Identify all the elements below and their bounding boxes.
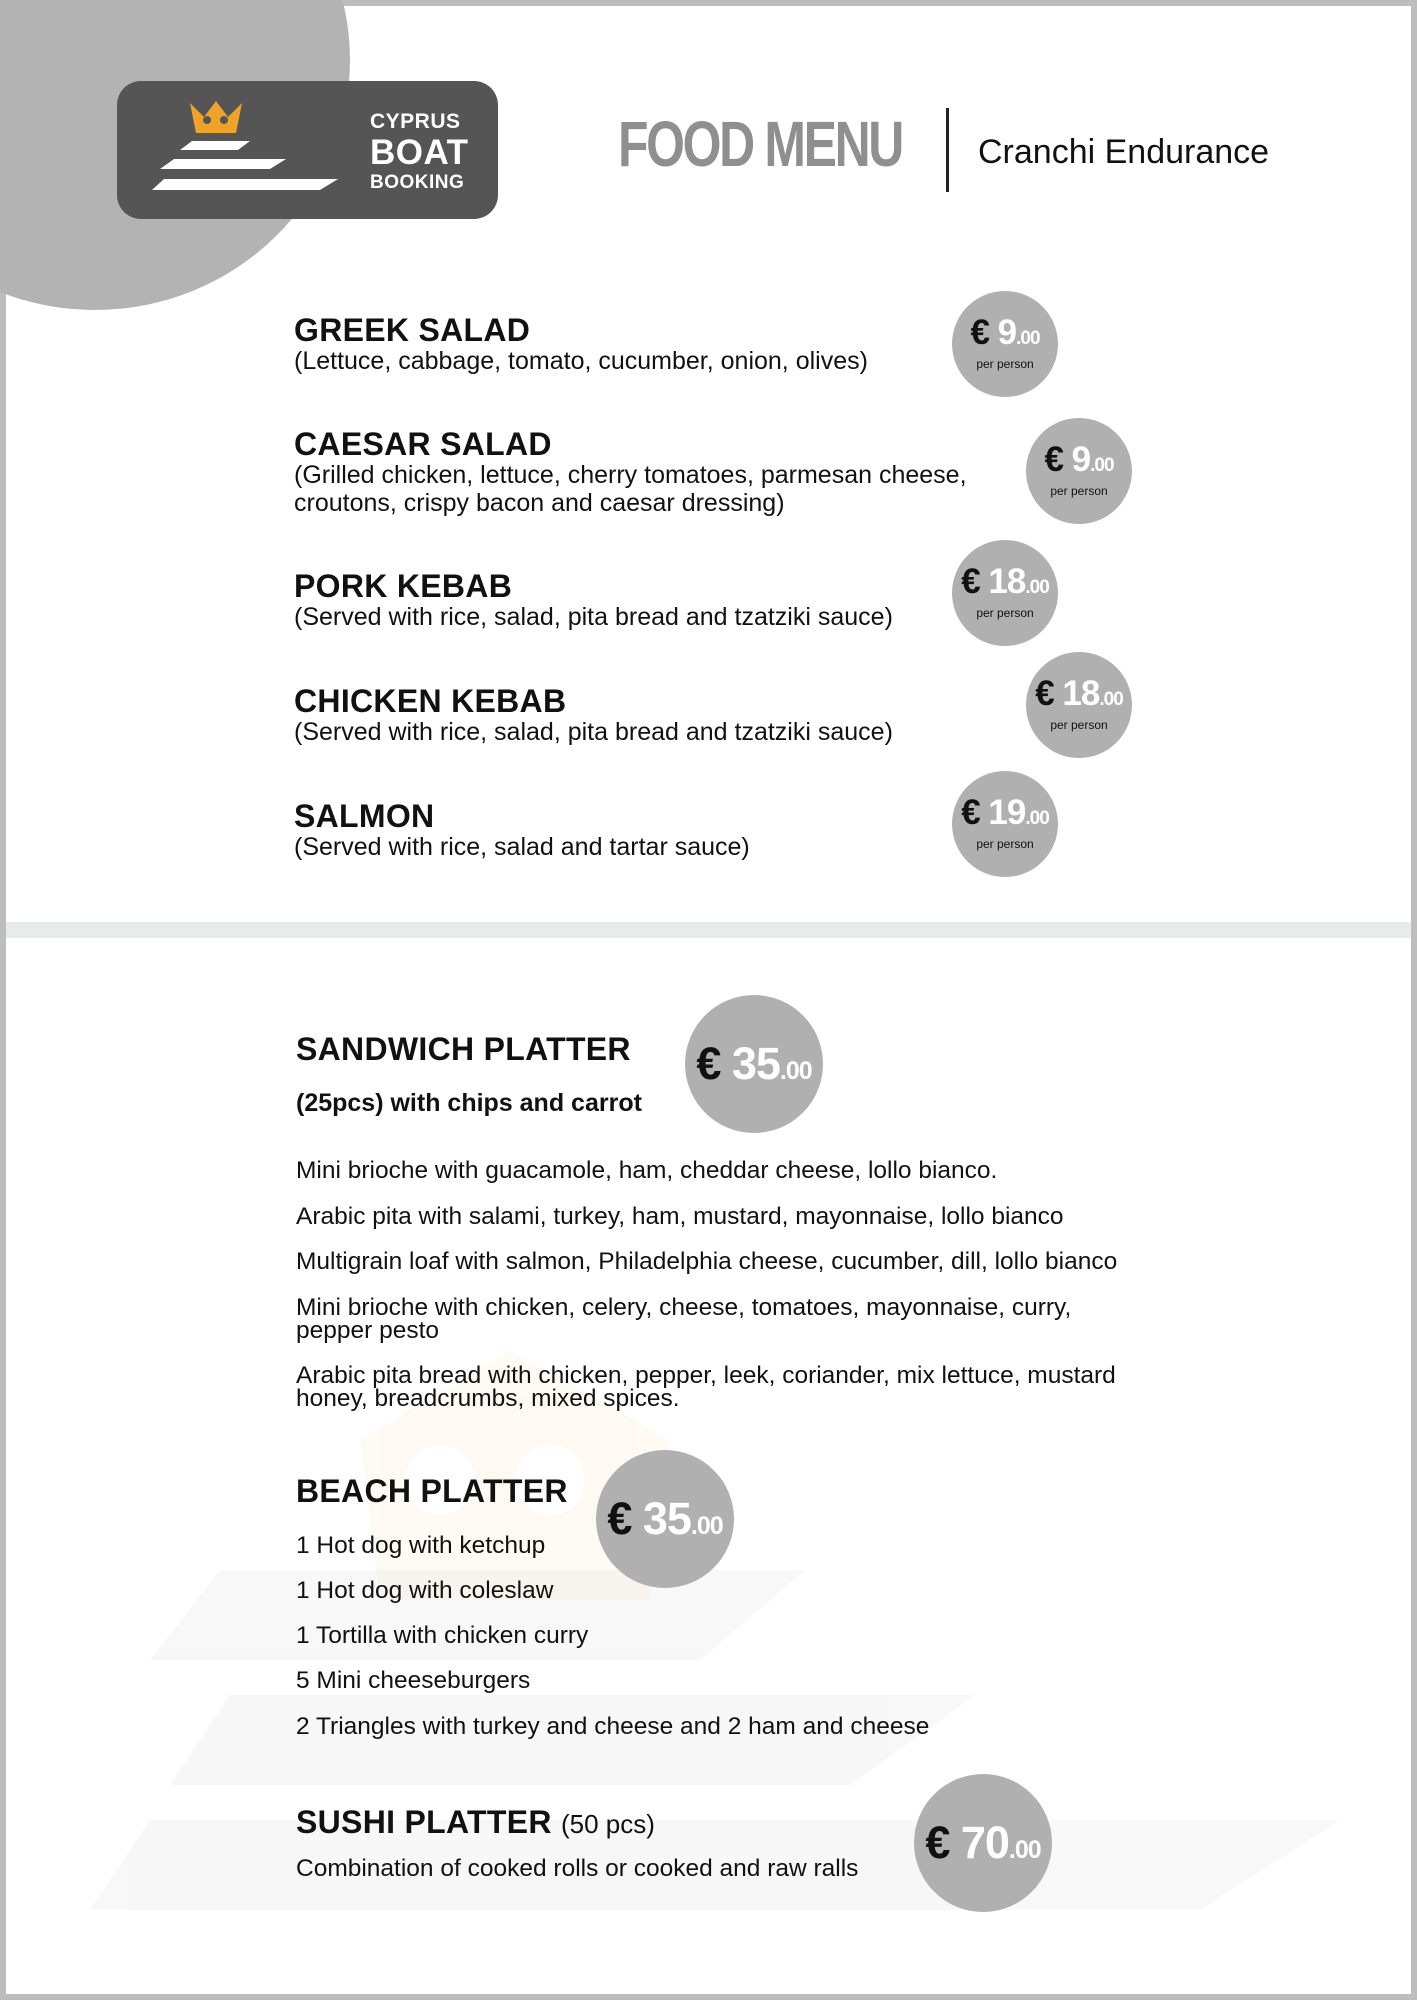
brand-line-1: CYPRUS: [370, 110, 461, 133]
item-description-line: croutons, crispy bacon and caesar dressing): [294, 489, 785, 517]
sandwich-line: Arabic pita bread with chicken, pepper, leek, coriander, mix lettuce, mustard: [296, 1362, 1116, 1389]
currency-symbol: €: [961, 793, 980, 832]
price-badge: [1026, 418, 1132, 524]
sandwich-line: pepper pesto: [296, 1317, 440, 1344]
item-description: [294, 461, 967, 517]
price-amount: 35: [642, 1493, 691, 1544]
sandwich-line: honey, breadcrumbs, mixed spices.: [296, 1385, 680, 1412]
price-cents: .00: [1090, 455, 1114, 476]
price-unit: per person: [1050, 718, 1108, 732]
price-amount: 70: [960, 1817, 1009, 1868]
price-amount: 19: [988, 793, 1026, 832]
price-unit: per person: [976, 837, 1034, 851]
sushi-platter-count: (50 pcs): [560, 1809, 655, 1839]
title-separator: [946, 108, 949, 192]
brand-logo[interactable]: [117, 81, 498, 219]
crown-icon: [187, 99, 245, 135]
sandwich-price-badge: [685, 995, 823, 1133]
price-badge: [1026, 652, 1132, 758]
price-badge: [952, 291, 1058, 397]
price-cents: .00: [1099, 689, 1123, 710]
sandwich-line: Mini brioche with guacamole, ham, cheddar cheese, lollo bianco.: [296, 1157, 998, 1184]
item-description: (Lettuce, cabbage, tomato, cucumber, onion, olives): [294, 347, 868, 375]
sushi-platter-name: SUSHI PLATTER: [296, 1804, 552, 1840]
section-divider: [6, 922, 1411, 938]
item-name: GREEK SALAD: [294, 312, 531, 348]
beach-line: 2 Triangles with turkey and cheese and 2 ham and cheese: [296, 1713, 930, 1740]
menu-item-greek-salad: [294, 314, 868, 375]
boat-name: Cranchi Endurance: [978, 133, 1270, 171]
item-description: (Served with rice, salad, pita bread and tzatziki sauce): [294, 718, 893, 746]
price-amount: 9: [1071, 440, 1091, 479]
currency-symbol: €: [607, 1493, 632, 1544]
price-cents: .00: [690, 1512, 723, 1540]
item-name: SALMON: [294, 798, 435, 834]
price-cents: .00: [1008, 1836, 1041, 1864]
price-amount: 18: [988, 562, 1026, 601]
boat-logo-watermark: [90, 1310, 1350, 1920]
price-cents: .00: [779, 1057, 812, 1085]
beach-price-badge: [596, 1450, 734, 1588]
beach-line: 1 Hot dog with ketchup: [296, 1532, 546, 1559]
currency-symbol: €: [1035, 674, 1054, 713]
currency-symbol: €: [925, 1817, 950, 1868]
beach-line: 5 Mini cheeseburgers: [296, 1667, 531, 1694]
brand-line-2: BOAT: [370, 133, 469, 172]
menu-item-pork-kebab: [294, 570, 893, 631]
sandwich-platter-subtitle: (25pcs) with chips and carrot: [296, 1089, 642, 1117]
menu-item-salmon: [294, 800, 750, 861]
item-description: (Served with rice, salad and tartar sauce): [294, 833, 750, 861]
sushi-platter-title: [296, 1806, 655, 1838]
price-cents: .00: [1016, 328, 1040, 349]
item-description-line: (Grilled chicken, lettuce, cherry tomatoes, parmesan cheese,: [294, 461, 967, 489]
beach-line: 1 Hot dog with coleslaw: [296, 1577, 554, 1604]
sushi-platter-description: Combination of cooked rolls or cooked and raw ralls: [296, 1855, 859, 1882]
currency-symbol: €: [970, 313, 989, 352]
currency-symbol: €: [1044, 440, 1063, 479]
menu-item-chicken-kebab: [294, 685, 893, 746]
price-amount: 9: [997, 313, 1017, 352]
sandwich-platter-title: SANDWICH PLATTER: [296, 1031, 631, 1067]
beach-platter-title: BEACH PLATTER: [296, 1473, 568, 1509]
price-unit: per person: [1050, 484, 1108, 498]
price-badge: [952, 771, 1058, 877]
menu-item-caesar-salad: [294, 428, 967, 517]
sandwich-line: Multigrain loaf with salmon, Philadelphia cheese, cucumber, dill, lollo bianco: [296, 1248, 1118, 1275]
price-amount: 18: [1062, 674, 1100, 713]
currency-symbol: €: [961, 562, 980, 601]
item-name: PORK KEBAB: [294, 568, 513, 604]
sandwich-line: Arabic pita with salami, turkey, ham, mustard, mayonnaise, lollo bianco: [296, 1203, 1064, 1230]
beach-line: 1 Tortilla with chicken curry: [296, 1622, 589, 1649]
price-badge: [952, 540, 1058, 646]
price-amount: 35: [731, 1038, 780, 1089]
price-unit: per person: [976, 357, 1034, 371]
item-name: CAESAR SALAD: [294, 426, 552, 462]
item-name: CHICKEN KEBAB: [294, 683, 567, 719]
price-cents: .00: [1025, 577, 1049, 598]
price-cents: .00: [1025, 808, 1049, 829]
menu-title: FOOD MENU: [618, 108, 902, 180]
boat-stripes-icon: [152, 136, 342, 196]
sushi-price-badge: [914, 1774, 1052, 1912]
sandwich-line: Mini brioche with chicken, celery, cheese, tomatoes, mayonnaise, curry,: [296, 1294, 1072, 1321]
item-description: (Served with rice, salad, pita bread and tzatziki sauce): [294, 603, 893, 631]
currency-symbol: €: [696, 1038, 721, 1089]
price-unit: per person: [976, 606, 1034, 620]
brand-line-3: BOOKING: [370, 172, 465, 193]
